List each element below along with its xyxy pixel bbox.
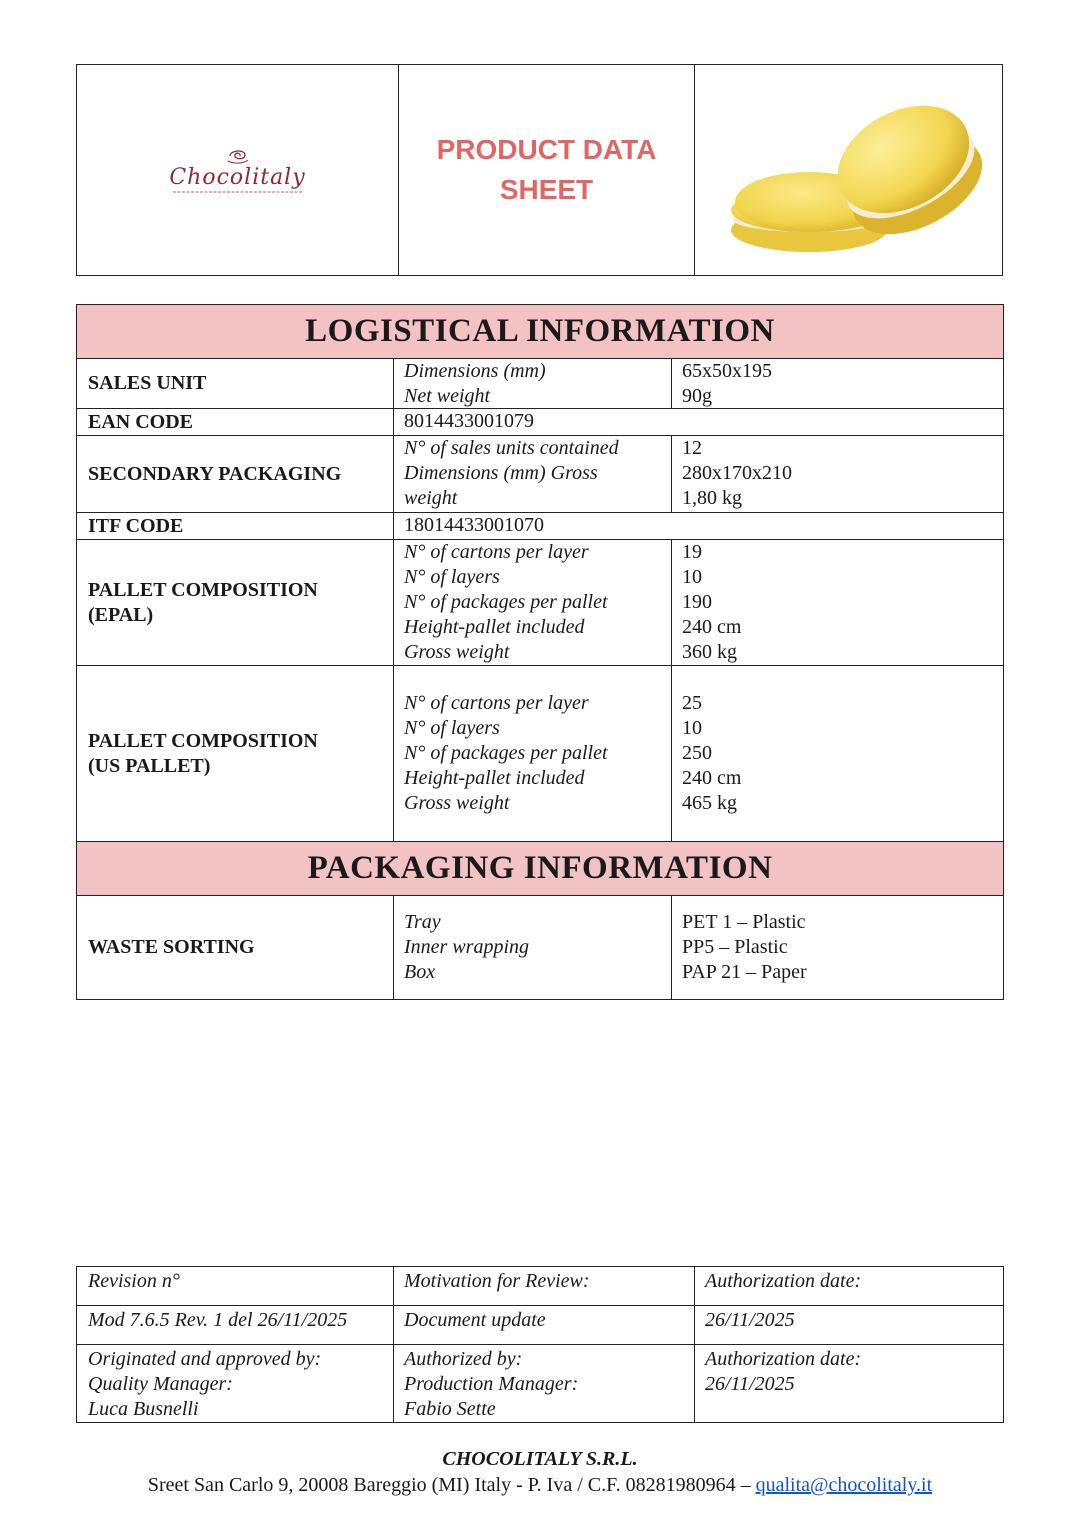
sales-unit-values [672,359,1003,408]
table-row-sales-unit [77,359,1003,409]
field-label: Gross weight [404,641,510,663]
field-value: 90g [682,385,712,407]
field-value: 465 kg [682,792,737,814]
field-value: PET 1 – Plastic [682,911,806,933]
logo-text: Chocolitaly [169,164,306,190]
email-link[interactable]: qualita@chocolitaly.it [755,1474,933,1496]
revision-table [76,1266,1004,1423]
authorization-date-value: 26/11/2025 [705,1309,795,1331]
title-line-2: SHEET [499,174,594,205]
sales-unit-label: SALES UNIT [77,359,394,408]
field-value: 240 cm [682,767,742,789]
pallet-epal-fields [394,540,672,665]
field-label: Net weight [404,385,491,407]
field-label: Height-pallet included [404,616,585,638]
macaron-image [704,70,994,270]
motivation-header: Motivation for Review: [394,1267,695,1305]
field-label: N° of packages per pallet [404,591,608,613]
field-label: Gross weight [404,792,510,814]
product-image-cell [695,65,1002,275]
field-label: Dimensions (mm) [404,360,546,382]
table-row-pallet-epal [77,540,1003,666]
field-label: N° of layers [404,566,500,588]
field-label: Height-pallet included [404,767,585,789]
company-logo [169,147,305,194]
logistical-heading: LOGISTICAL INFORMATION [77,305,1003,359]
pallet-us-fields [394,666,672,841]
packaging-heading: PACKAGING INFORMATION [77,842,1003,896]
table-row-secondary-packaging [77,436,1003,513]
pallet-epal-label-line2: (EPAL) [88,603,154,626]
field-label: Inner wrapping [404,936,529,958]
secondary-packaging-label: SECONDARY PACKAGING [77,436,394,512]
waste-sorting-label: WASTE SORTING [77,896,394,999]
pallet-us-label-line2: (US PALLET) [88,754,211,777]
field-value: 10 [682,566,702,588]
revision-number: Mod 7.6.5 Rev. 1 del 26/11/2025 [77,1306,394,1344]
field-value: 240 cm [682,616,742,638]
authorized-label: Authorized by: [404,1348,523,1370]
field-label: Tray [404,911,441,933]
field-label: N° of packages per pallet [404,742,608,764]
pallet-epal-values [672,540,1003,665]
itf-label: ITF CODE [77,513,394,539]
logo-swirl-icon [225,147,251,165]
revision-data-row [77,1306,1003,1345]
pallet-us-label [77,666,394,841]
table-row-pallet-us [77,666,1003,842]
table-row-waste-sorting [77,896,1003,999]
pallet-epal-label-line1: PALLET COMPOSITION [88,578,318,601]
field-value: 360 kg [682,641,737,663]
approval-date [695,1345,1003,1422]
logo-cell [77,65,399,275]
authorized-name: Fabio Sette [404,1398,496,1420]
revision-number-header: Revision n° [77,1267,394,1305]
authorization-date-header: Authorization date: [705,1270,862,1292]
waste-sorting-values [672,896,1003,999]
motivation-value: Document update [394,1306,695,1344]
originated-role: Quality Manager: [88,1373,233,1395]
ean-value: 8014433001079 [404,410,534,432]
pallet-us-values [672,666,1003,841]
field-value: PP5 – Plastic [682,936,788,958]
waste-sorting-fields [394,896,672,999]
data-table [76,304,1004,1000]
pallet-us-label-line1: PALLET COMPOSITION [88,729,318,752]
field-value: 190 [682,591,712,613]
field-label: N° of cartons per layer [404,692,589,714]
address-text: Sreet San Carlo 9, 20008 Bareggio (MI) Italy - P. Iva / C.F. 08281980964 – [147,1474,751,1496]
field-label: N° of layers [404,717,500,739]
table-row-itf [77,513,1003,540]
sales-unit-fields [394,359,672,408]
originated-label: Originated and approved by: [88,1348,322,1370]
company-address [0,1472,1080,1498]
approval-row [77,1345,1003,1422]
field-label: N° of cartons per layer [404,541,589,563]
authorized-role: Production Manager: [404,1373,579,1395]
title-line-1: PRODUCT DATA [436,134,657,165]
page-title [427,130,667,210]
itf-value: 18014433001070 [404,514,544,536]
title-cell [399,65,695,275]
field-value: 65x50x195 [682,360,772,382]
field-label: Dimensions (mm) Gross [404,462,598,484]
field-value: 280x170x210 [682,462,792,484]
approval-date-value: 26/11/2025 [705,1373,795,1395]
field-value: 19 [682,541,702,563]
logo-tagline-mark [173,190,303,194]
field-value: 12 [682,437,702,459]
header-table [76,64,1003,276]
page-footer [0,1446,1080,1498]
ean-label: EAN CODE [77,409,394,435]
table-row-ean [77,409,1003,436]
field-value: 10 [682,717,702,739]
originated-name: Luca Busnelli [88,1398,199,1420]
field-label: N° of sales units contained [404,437,619,459]
field-value: PAP 21 – Paper [682,961,807,983]
pallet-epal-label [77,540,394,665]
revision-header-row [77,1267,1003,1306]
secondary-packaging-fields [394,436,672,512]
company-name: CHOCOLITALY S.R.L. [442,1448,638,1470]
secondary-packaging-values [672,436,1003,512]
authorized-by [394,1345,695,1422]
field-value: 25 [682,692,702,714]
field-value: 1,80 kg [682,487,742,509]
field-value: 250 [682,742,712,764]
field-label: weight [404,487,458,509]
originated-by [77,1345,394,1422]
field-label: Box [404,961,436,983]
approval-date-label: Authorization date: [705,1348,862,1370]
